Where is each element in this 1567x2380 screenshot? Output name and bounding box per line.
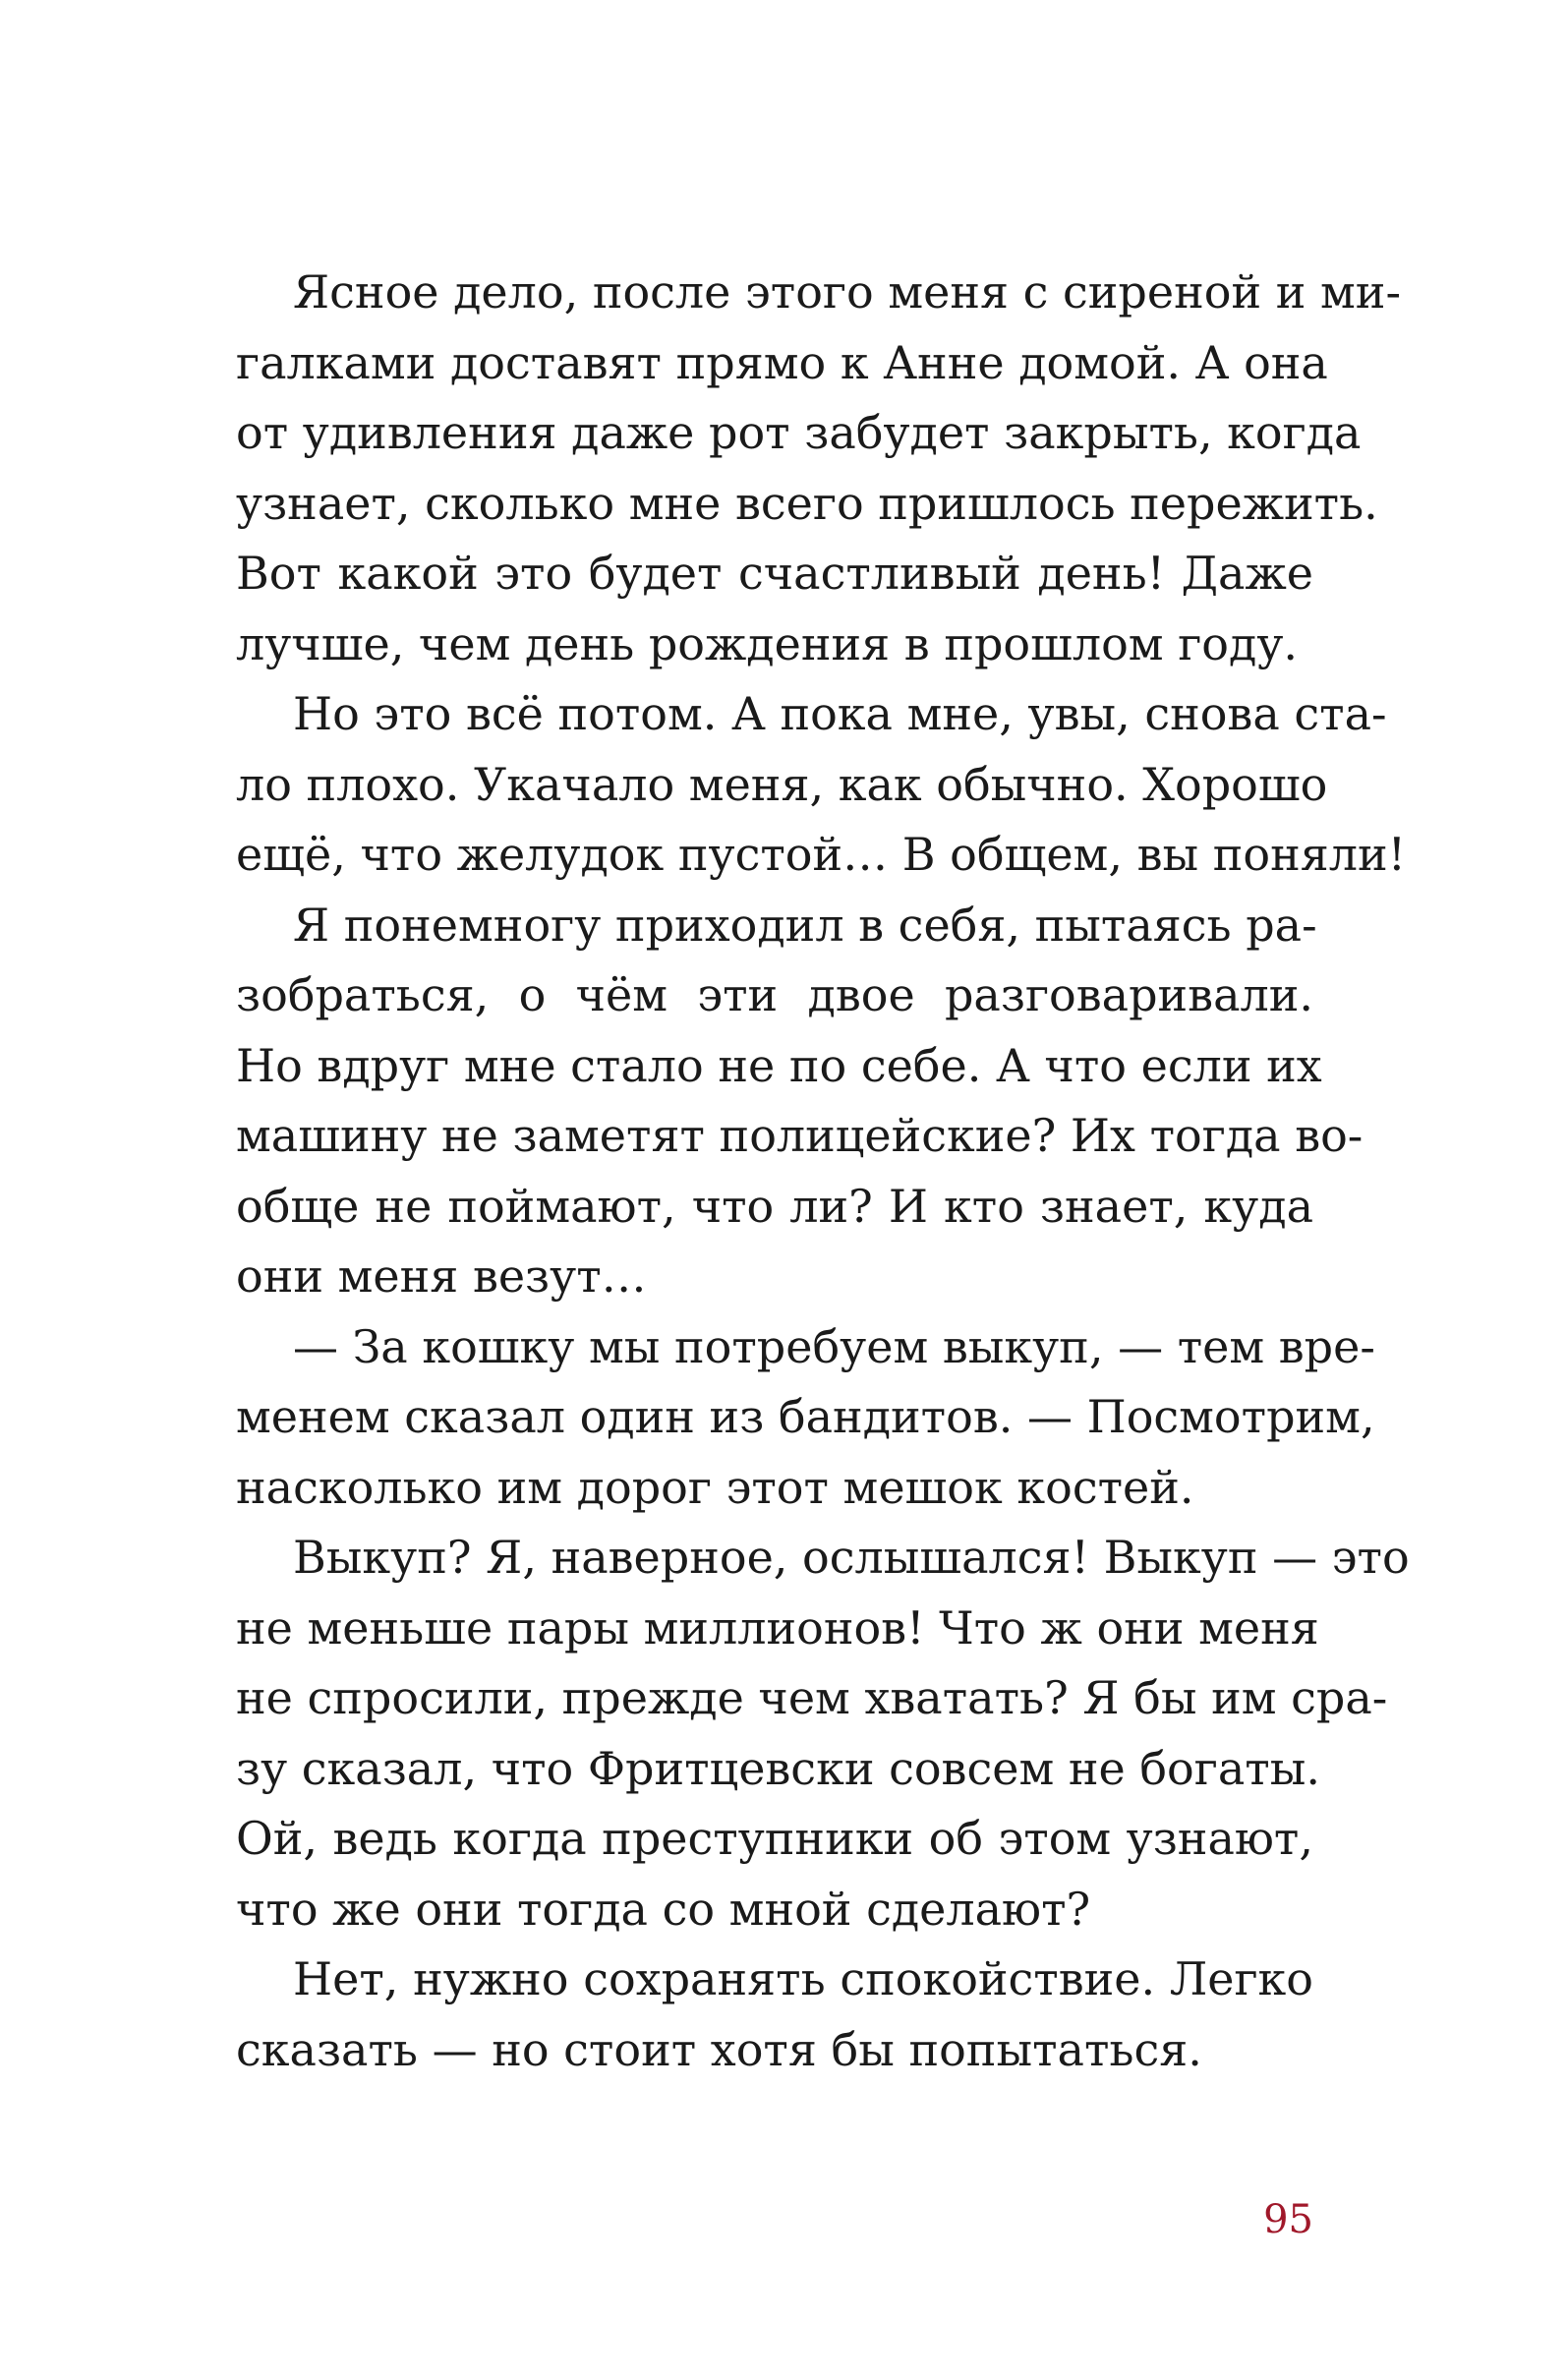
text-line: Вот какой это будет счастливый день! Даже <box>236 547 1313 600</box>
text-line: что же они тогда со мной сделают? <box>236 1882 1091 1936</box>
text-line: Ой, ведь когда преступники об этом узнают, <box>236 1812 1313 1865</box>
text-line: ещё, что желудок пустой… В общем, вы поняли! <box>236 828 1407 881</box>
text-line: насколько им дорог этот мешок костей. <box>236 1460 1194 1514</box>
text-line: от удивления даже рот забудет закрыть, когда <box>236 406 1362 459</box>
text-line: узнает, сколько мне всего пришлось пережить. <box>236 476 1378 530</box>
paragraph <box>236 258 1401 679</box>
body-text <box>236 258 1410 2085</box>
text-line: Но это всё потом. А пока мне, увы, снова ста- <box>293 687 1387 740</box>
text-line: зу сказал, что Фритцевски совсем не богаты. <box>236 1741 1320 1795</box>
text-line: зобраться, о чём эти двое разговаривали. <box>236 968 1313 1021</box>
paragraph <box>236 1523 1410 1945</box>
text-line: галками доставят прямо к Анне домой. А она <box>236 335 1328 389</box>
text-line: они меня везут… <box>236 1249 647 1303</box>
text-line: обще не поймают, что ли? И кто знает, куда <box>236 1179 1313 1233</box>
text-line: — За кошку мы потребуем выкуп, — тем вре- <box>293 1319 1375 1373</box>
paragraph <box>236 1945 1313 2085</box>
paragraph <box>236 891 1364 1312</box>
text-line: ло плохо. Укачало меня, как обычно. Хорошо <box>236 757 1328 811</box>
text-line: менем сказал один из бандитов. — Посмотрим, <box>236 1390 1375 1443</box>
text-line: не спросили, прежде чем хватать? Я бы им сра- <box>236 1671 1388 1724</box>
text-line: лучше, чем день рождения в прошлом году. <box>236 616 1299 670</box>
text-line: Ясное дело, после этого меня с сиреной и ми- <box>293 265 1401 319</box>
text-line: Нет, нужно сохранять спокойствие. Легко <box>293 1952 1313 2005</box>
paragraph <box>236 1312 1375 1524</box>
page-number: 95 <box>1263 2197 1313 2242</box>
text-line: Но вдруг мне стало не по себе. А что если их <box>236 1038 1322 1092</box>
text-line: Я понемногу приходил в себя, пытаясь ра- <box>293 898 1317 952</box>
text-line: машину не заметят полицейские? Их тогда во- <box>236 1109 1364 1162</box>
paragraph <box>236 679 1407 891</box>
text-line: не меньше пары миллионов! Что ж они меня <box>236 1600 1319 1654</box>
text-line: Выкуп? Я, наверное, ослышался! Выкуп — это <box>293 1531 1410 1584</box>
text-line: сказать — но стоит хотя бы попытаться. <box>236 2022 1202 2076</box>
